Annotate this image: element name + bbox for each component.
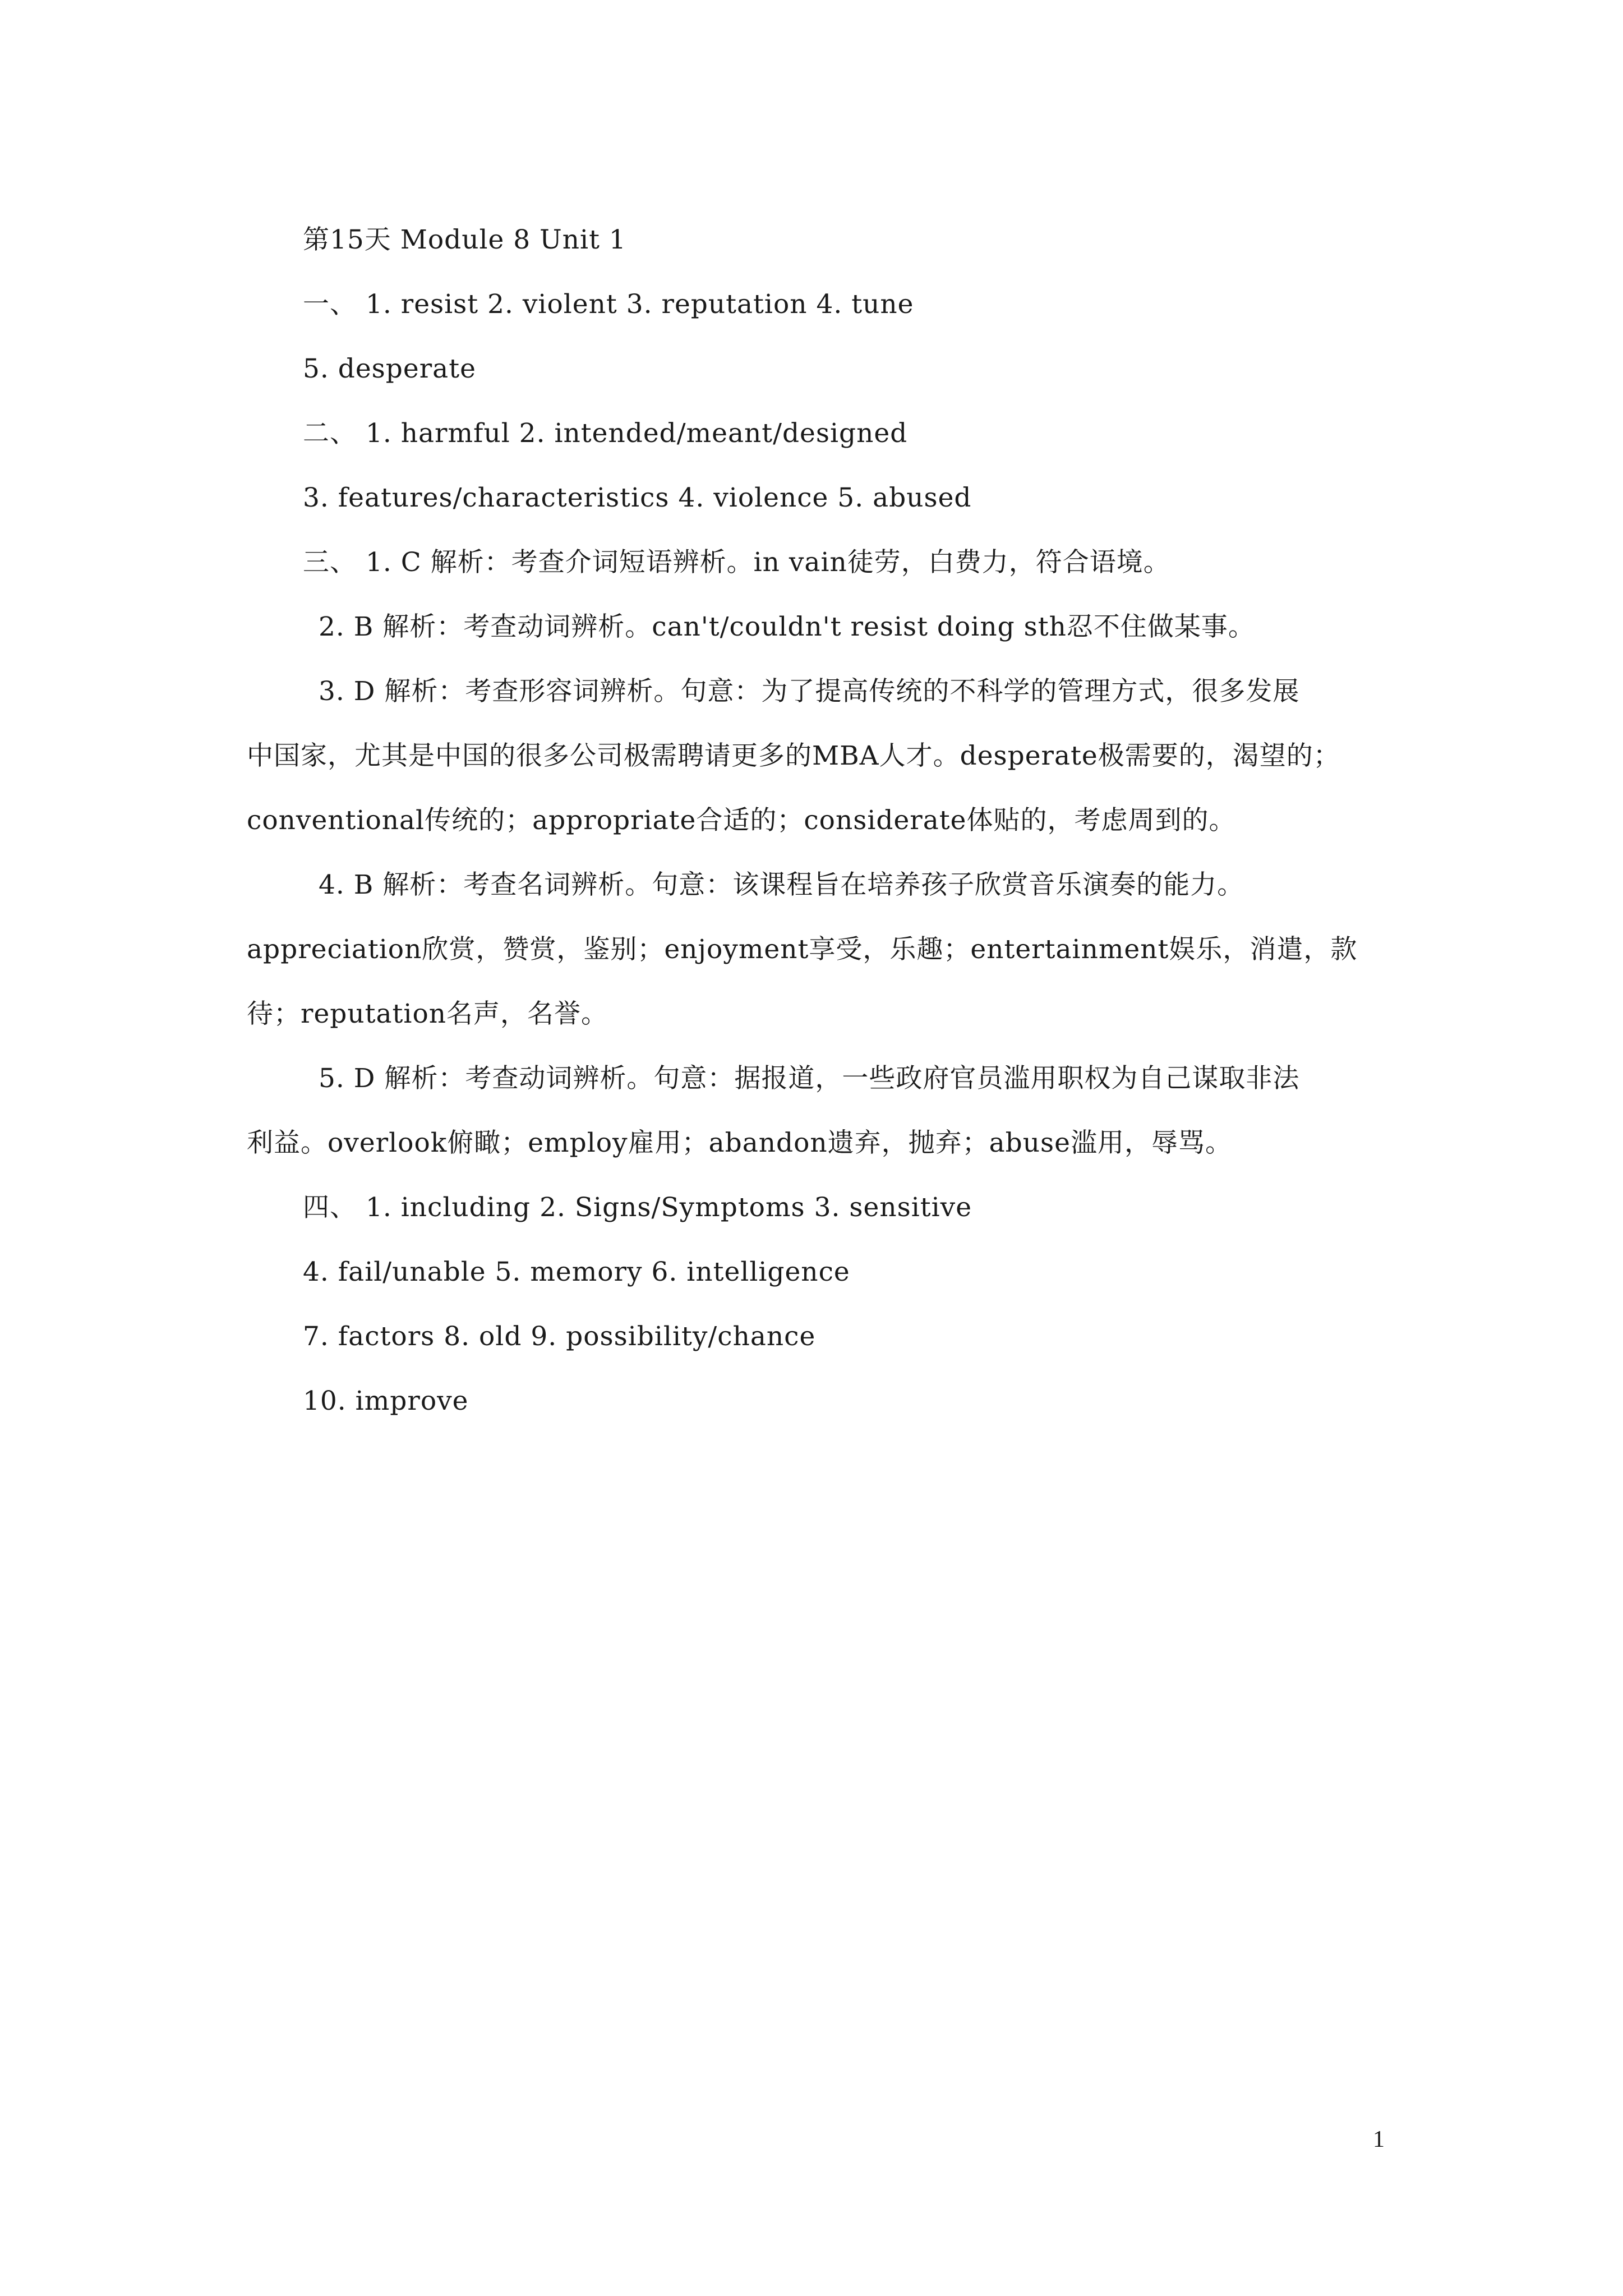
section-3-question-3-line-1: 3. D 解析：考查形容词辨析。句意：为了提高传统的不科学的管理方式，很多发展 [319,676,1300,707]
section-2-line-1: 二、 1. harmful 2. intended/meant/designed [303,418,908,449]
section-3-question-3-line-2: 中国家，尤其是中国的很多公司极需聘请更多的MBA人才。desperate极需要的，渴望的； [247,740,1340,771]
section-3-question-4-line-1: 4. B 解析：考查名词辨析。句意：该课程旨在培养孩子欣赏音乐演奏的能力。 [319,869,1244,900]
page-title: 第15天 Module 8 Unit 1 [303,224,626,255]
section-1-line-1: 一、 1. resist 2. violent 3. reputation 4. tune [303,289,914,320]
section-1-line-2: 5. desperate [303,353,476,384]
section-3-question-2: 2. B 解析：考查动词辨析。can't/couldn't resist doing sth忍不住做某事。 [319,611,1255,642]
section-3-question-1: 三、 1. C 解析：考查介词短语辨析。in vain徒劳，白费力，符合语境。 [303,547,1170,578]
page-number: 1 [1373,2127,1385,2152]
section-4-line-2: 4. fail/unable 5. memory 6. intelligence [303,1257,850,1287]
section-4-line-1: 四、 1. including 2. Signs/Symptoms 3. sensitive [303,1192,972,1223]
section-4-line-4: 10. improve [303,1386,469,1416]
section-3-question-5-line-2: 利益。overlook俯瞰；employ雇用；abandon遗弃，抛弃；abuse滥用，辱骂。 [247,1128,1232,1158]
section-2-line-2: 3. features/characteristics 4. violence 5. abused [303,482,972,513]
answer-key-content [247,208,1391,1433]
section-3-question-5-line-1: 5. D 解析：考查动词辨析。句意：据报道，一些政府官员滥用职权为自己谋取非法 [319,1063,1300,1094]
section-3-question-4-line-2: appreciation欣赏，赞赏，鉴别；enjoyment享受，乐趣；entertainment娱乐，消遣，款 [247,934,1358,965]
section-3-question-3-line-3: conventional传统的；appropriate合适的；considerate体贴的，考虑周到的。 [247,805,1236,836]
section-4-line-3: 7. factors 8. old 9. possibility/chance [303,1321,816,1352]
section-3-question-4-line-3: 待；reputation名声，名誉。 [247,999,608,1029]
